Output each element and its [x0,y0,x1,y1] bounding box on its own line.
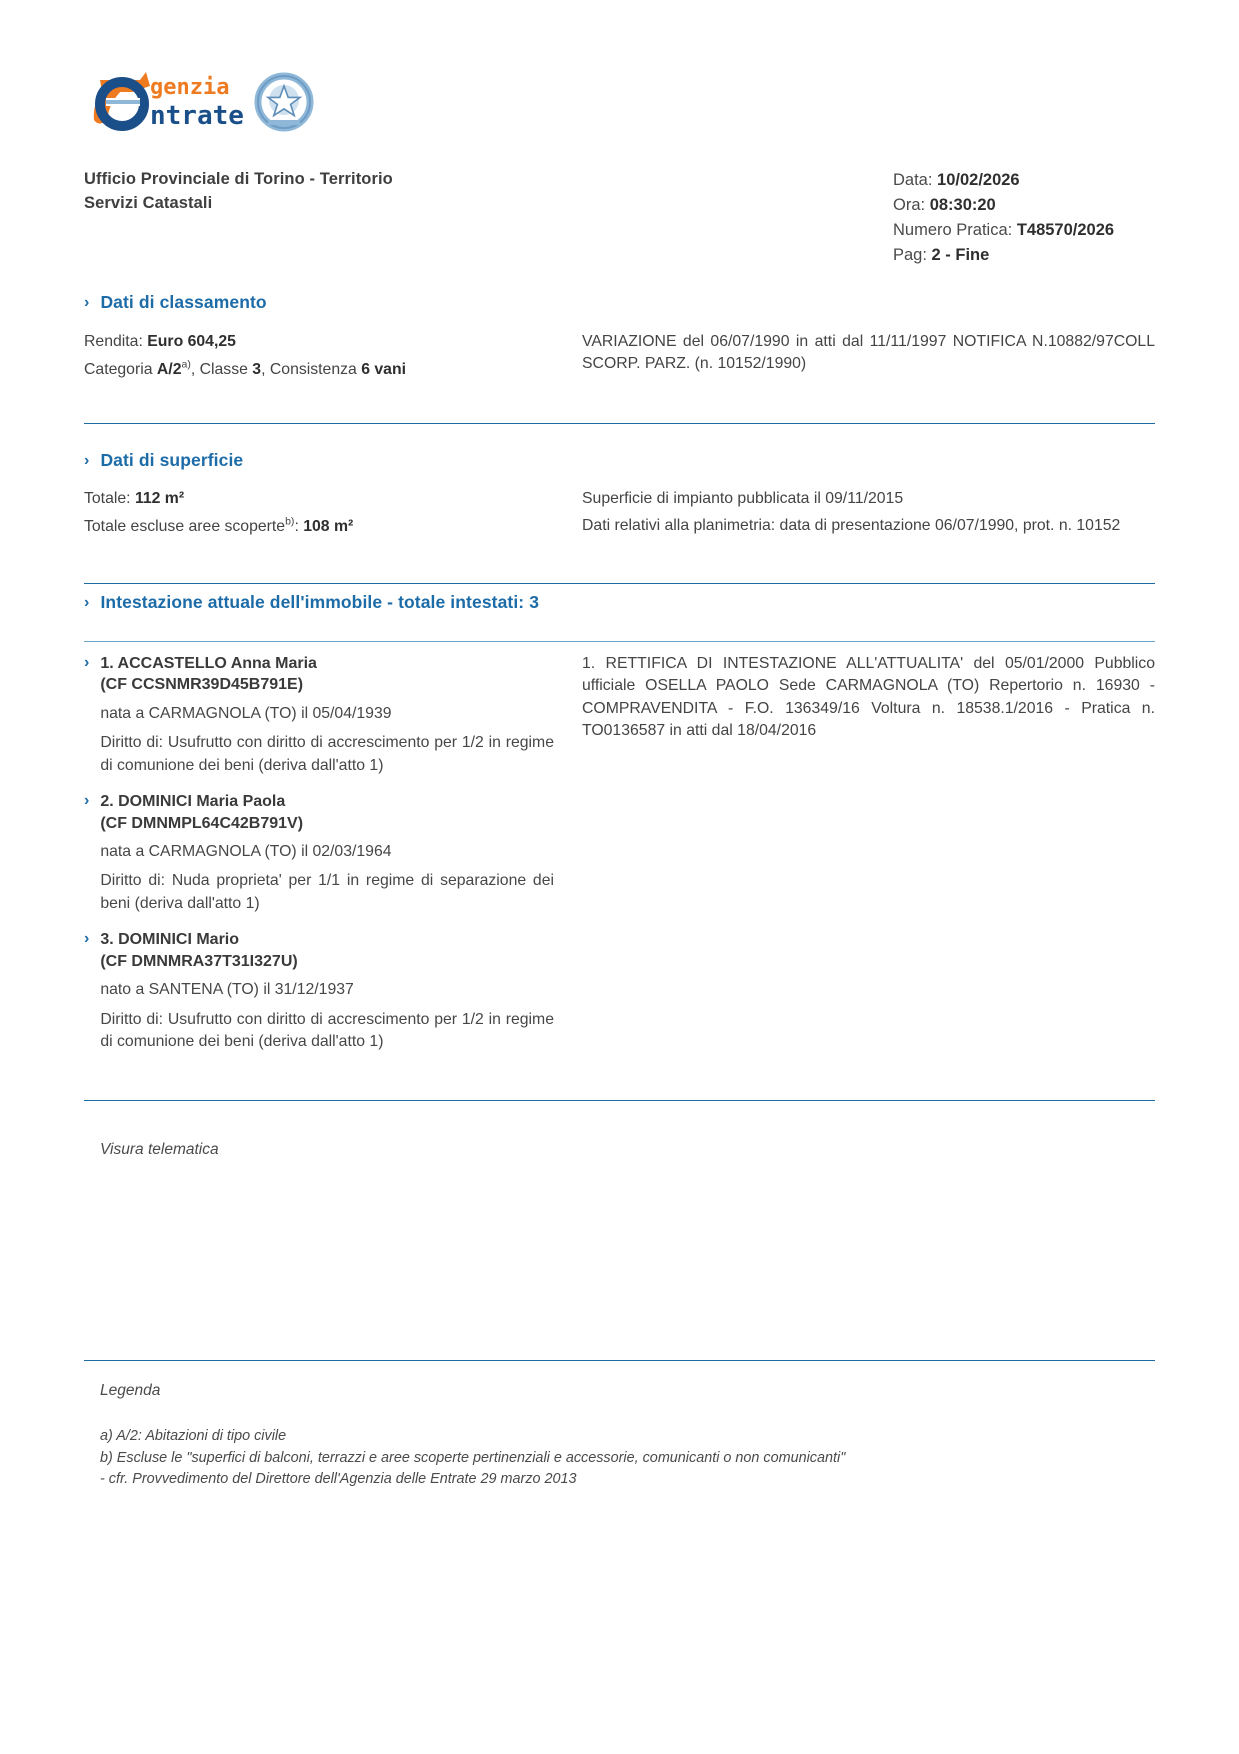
owner-birth-info: nata a CARMAGNOLA (TO) il 05/04/1939 [100,704,392,722]
owner-entry[interactable] [84,929,554,1053]
chevron-right-icon: › [84,930,90,948]
meta-pratica-row [893,218,1155,243]
classe-label: Classe [199,361,248,379]
categoria-label: Categoria [84,361,153,379]
rendita-value: Euro 604,25 [147,333,236,350]
owner-entry[interactable] [84,653,554,777]
owner-body [100,791,554,915]
owners-list [84,653,554,1067]
totale-escluse-row: Totale escluse aree scoperte$^{b)}$: 108 m² [84,516,354,536]
totale-value: 112 m² [134,490,185,507]
legend-title: Legenda [100,1382,161,1399]
meta-ora-row [893,193,1155,218]
superficie-impianto-note: Superficie di impianto pubblicata il 09/11/2015 [582,490,904,507]
section-dati-classamento [84,292,1155,382]
section-title-label: Dati di classamento [100,292,267,312]
owner-fiscal-code: (CF DMNMPL64C42B791V) [100,814,304,832]
section-title-label: Dati di superficie [100,450,244,470]
section-title-label: Intestazione attuale dell'immobile - totale intestati: 3 [100,592,540,612]
ora-value: 08:30:20 [929,196,996,215]
svg-text:genzia: genzia [150,75,230,100]
superficie-right-column [554,488,1155,539]
owners-area [84,653,1155,1067]
owner-entry[interactable] [84,791,554,915]
svg-text:ntrate: ntrate [150,101,244,131]
classamento-left-column [84,331,554,382]
pag-label: Pag: [893,246,927,265]
superficie-left-column [84,488,554,539]
data-value: 10/02/2026 [937,171,1020,189]
legend-item-c: - cfr. Provvedimento del Direttore dell'Agenzia delle Entrate 29 marzo 2013 [100,1471,577,1488]
section-divider-2 [84,583,1155,584]
owner-name: 3. DOMINICI Mario [100,931,240,949]
pratica-label: Numero Pratica: [893,221,1013,240]
totale-escluse-value: 108 m² [303,518,354,536]
classamento-variation-note: VARIAZIONE del 06/07/1990 in atti dal 11/11/1997 NOTIFICA N.10882/97COLL SCORP. PARZ. (n. 10152/1990) [582,333,1155,373]
pag-value: 2 - Fine [931,246,990,265]
legend-item-b: b) Escluse le "superfici di balconi, terrazzi e aree scoperte pertinenziali e accessorie, comunicanti o non comunicanti" [100,1449,846,1466]
owner-right-info: Diritto di: Usufrutto con diritto di accrescimento per 1/2 in regime di comunione dei beni (deriva dall'atto 1) [100,1010,554,1050]
section-header-superficie[interactable] [84,450,1155,471]
section-divider-4 [84,1100,1155,1101]
section-divider-1 [84,423,1155,424]
owner-fiscal-code: (CF DMNMRA37T31I327U) [100,952,298,970]
legend-area [100,1382,1155,1491]
section-header-intestazione[interactable] [84,592,1155,613]
page-header [84,168,1155,268]
owner-name: 2. DOMINICI Maria Paola [100,793,286,811]
planimetria-note: Dati relativi alla planimetria: data di presentazione 06/07/1990, prot. n. 10152 [582,517,1121,535]
chevron-right-icon: › [84,294,90,311]
meta-pag-row [893,243,1155,268]
data-label: Data: [893,171,933,189]
owner-right-info: Diritto di: Usufrutto con diritto di accrescimento per 1/2 in regime di comunione dei beni (deriva dall'atto 1) [100,734,554,774]
pratica-value: T48570/2026 [1016,221,1115,240]
classe-value: 3 [252,361,262,379]
office-line-2: Servizi Catastali [84,193,213,212]
agenzia-entrate-logo [88,62,348,142]
chevron-right-icon: › [84,594,90,611]
legend-item-a: a) A/2: Abitazioni di tipo civile [100,1428,287,1444]
office-line-1: Ufficio Provinciale di Torino - Territorio [84,170,393,188]
agenzia-entrate-logo-mark [88,62,348,142]
section-header-classamento[interactable] [84,292,1155,313]
chevron-right-icon: › [84,792,90,810]
escluse-footnote-marker: b) [285,516,295,529]
owner-birth-info: nata a CARMAGNOLA (TO) il 02/03/1964 [100,843,392,861]
office-block [84,168,393,216]
owner-fiscal-code: (CF CCSNMR39D45B791E) [100,676,304,694]
owner-birth-info: nato a SANTENA (TO) il 31/12/1937 [100,981,354,999]
deed-column [554,653,1155,1067]
section-dati-superficie [84,450,1155,539]
chevron-right-icon: › [84,654,90,671]
totale-row [84,488,554,510]
meta-data-row [893,168,1155,193]
section-intestazione [84,592,1155,613]
rendita-row [84,331,554,353]
document-meta [893,168,1155,268]
legend-lines [100,1426,1155,1491]
owner-right-info: Diritto di: Nuda proprieta' per 1/1 in regime di separazione dei beni (deriva dall'atto 1) [100,872,554,912]
totale-escluse-label: Totale escluse aree scoperte [84,518,286,536]
section-divider-5 [84,1360,1155,1361]
deed-note: 1. RETTIFICA DI INTESTAZIONE ALL'ATTUALITA' del 05/01/2000 Pubblico ufficiale OSELLA PAOLO Sede CARMAGNOLA (TO) Repertorio n. 16930 - COMPRAVENDITA - F.O. 136349/16 Voltura n. 18538.1/2016 - Pratica n. TO0136587 in atti dal 18/04/2016 [582,655,1155,740]
rendita-label: Rendita: [84,333,143,350]
visura-telematica-note: Visura telematica [100,1141,219,1158]
classamento-right-column [554,331,1155,382]
consistenza-label: Consistenza [269,361,357,379]
owner-body [100,929,554,1053]
categoria-row: Categoria A/2$^{a)}$, Classe 3, Consistenza 6 vani [84,359,406,379]
ora-label: Ora: [893,196,926,215]
categoria-footnote-marker: a) [181,359,191,372]
categoria-value: A/2 [156,361,182,379]
owner-name: 1. ACCASTELLO Anna Maria [100,655,317,672]
consistenza-value: 6 vani [361,361,406,379]
section-divider-3 [84,641,1155,642]
chevron-right-icon: › [84,452,90,469]
totale-label: Totale: [84,490,131,507]
owner-body [100,653,554,777]
